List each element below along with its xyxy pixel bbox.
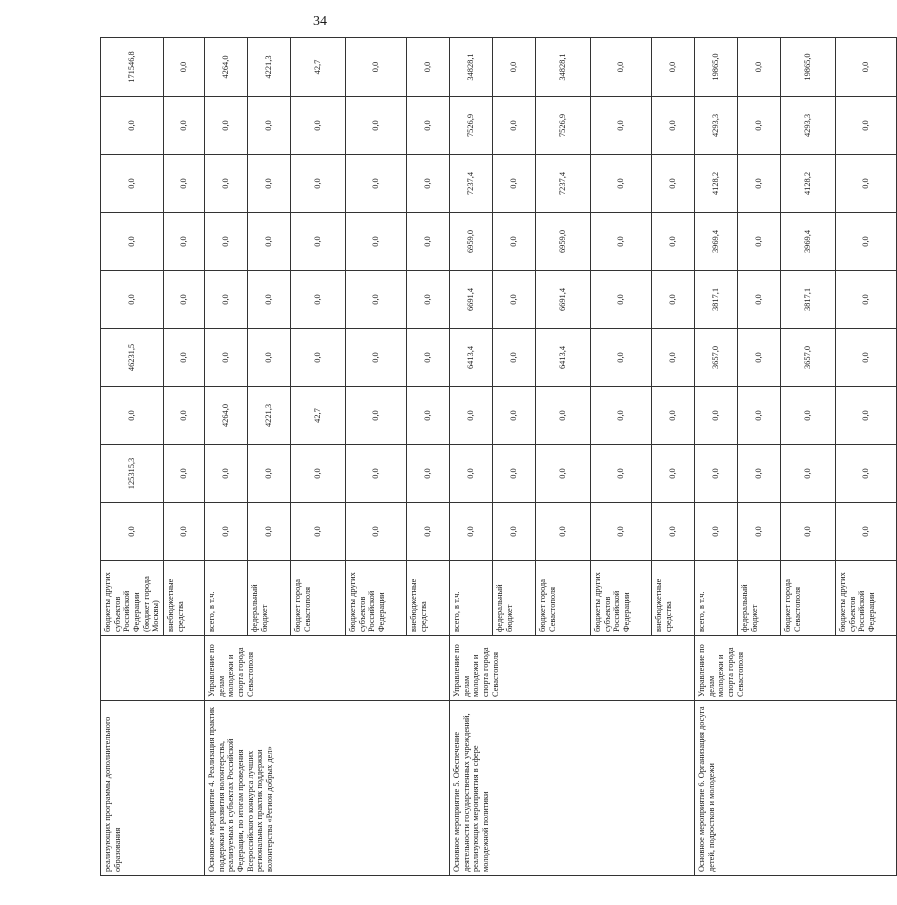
value-cell: 0,0: [737, 38, 780, 97]
value-cell: 0,0: [290, 329, 345, 387]
value-cell: 0,0: [163, 271, 204, 329]
value-cell: 0,0: [535, 387, 590, 445]
value-cell: 0,0: [345, 213, 406, 271]
value-cell: 6413,4: [535, 329, 590, 387]
value-cell: 0,0: [290, 155, 345, 213]
table-row: [204, 38, 247, 876]
value-cell: 3969,4: [694, 213, 737, 271]
value-cell: 0,0: [406, 155, 449, 213]
value-cell: 0,0: [651, 503, 694, 561]
value-cell: 0,0: [247, 271, 290, 329]
value-cell: 4264,0: [204, 387, 247, 445]
value-cell: 0,0: [345, 329, 406, 387]
value-cell: 0,0: [651, 387, 694, 445]
value-cell: 0,0: [345, 445, 406, 503]
table-row: [101, 38, 164, 876]
value-cell: 4128,2: [780, 155, 835, 213]
value-cell: 0,0: [590, 155, 651, 213]
value-cell: 0,0: [780, 445, 835, 503]
value-cell: 0,0: [449, 387, 492, 445]
value-cell: 0,0: [835, 271, 896, 329]
value-cell: 0,0: [590, 503, 651, 561]
value-cell: 0,0: [345, 38, 406, 97]
value-cell: 6959,0: [449, 213, 492, 271]
funding-source-cell: бюджеты других субъектов Российской Федерации: [835, 561, 896, 636]
value-cell: 0,0: [345, 155, 406, 213]
event-cell: реализующих программы дополнительного образования: [101, 701, 205, 876]
value-cell: 0,0: [101, 155, 164, 213]
value-cell: 0,0: [345, 271, 406, 329]
funding-source-cell: бюджеты других субъектов Российской Федерации (бюджет города Москвы): [101, 561, 164, 636]
funding-source-cell: федеральный бюджет: [492, 561, 535, 636]
value-cell: 0,0: [835, 155, 896, 213]
value-cell: 0,0: [694, 445, 737, 503]
funding-source-cell: всего, в т.ч.: [694, 561, 737, 636]
value-cell: 42,7: [290, 38, 345, 97]
table-row: [694, 38, 737, 876]
value-cell: 0,0: [163, 155, 204, 213]
value-cell: 3817,1: [694, 271, 737, 329]
executor-cell: Управление по делам молодежи и спорта города Севастополя: [204, 636, 449, 701]
funding-source-cell: бюджет города Севастополя: [290, 561, 345, 636]
value-cell: 0,0: [694, 387, 737, 445]
funding-source-cell: всего, в т.ч.: [449, 561, 492, 636]
value-cell: 3657,0: [780, 329, 835, 387]
event-cell: Основное мероприятие 6. Организация досуга детей, подростков и молодежи: [694, 701, 896, 876]
value-cell: 19865,0: [780, 38, 835, 97]
value-cell: 0,0: [204, 271, 247, 329]
value-cell: 4128,2: [694, 155, 737, 213]
value-cell: 3969,4: [780, 213, 835, 271]
value-cell: 6413,4: [449, 329, 492, 387]
value-cell: 0,0: [163, 213, 204, 271]
value-cell: 0,0: [737, 503, 780, 561]
value-cell: 0,0: [406, 213, 449, 271]
value-cell: 0,0: [590, 38, 651, 97]
value-cell: 0,0: [101, 503, 164, 561]
table-row: [449, 38, 492, 876]
value-cell: 0,0: [694, 503, 737, 561]
value-cell: 46231,5: [101, 329, 164, 387]
value-cell: 0,0: [780, 503, 835, 561]
value-cell: 0,0: [492, 97, 535, 155]
value-cell: 7237,4: [535, 155, 590, 213]
value-cell: 0,0: [590, 97, 651, 155]
value-cell: 0,0: [204, 155, 247, 213]
value-cell: 0,0: [737, 271, 780, 329]
funding-source-cell: внебюджетные средства: [406, 561, 449, 636]
event-cell: Основное мероприятие 5. Обеспечение деятельности государственных учреждений, реализующих мероприятия в сфере молодежной политики: [449, 701, 694, 876]
value-cell: 4221,3: [247, 387, 290, 445]
value-cell: 125315,3: [101, 445, 164, 503]
value-cell: 4293,3: [780, 97, 835, 155]
funding-source-cell: бюджеты других субъектов Российской Федерации: [345, 561, 406, 636]
value-cell: 0,0: [290, 445, 345, 503]
value-cell: 0,0: [651, 329, 694, 387]
value-cell: 4264,0: [204, 38, 247, 97]
value-cell: 0,0: [835, 38, 896, 97]
value-cell: 0,0: [492, 155, 535, 213]
value-cell: 0,0: [163, 97, 204, 155]
funding-source-cell: федеральный бюджет: [737, 561, 780, 636]
value-cell: 0,0: [737, 329, 780, 387]
event-cell: Основное мероприятие 4. Реализация практик поддержки и развития волонтерства, реализуемых в субъектах Российской Федерации, по итогам проведения Всероссийского конкурса лучших региональных практик поддержки волонтерства «Регион добрых дел»: [204, 701, 449, 876]
value-cell: 0,0: [247, 503, 290, 561]
executor-cell: Управление по делам молодежи и спорта города Севастополя: [449, 636, 694, 701]
value-cell: 7237,4: [449, 155, 492, 213]
value-cell: 0,0: [345, 503, 406, 561]
value-cell: 0,0: [406, 329, 449, 387]
value-cell: 0,0: [590, 329, 651, 387]
value-cell: 0,0: [345, 387, 406, 445]
value-cell: 0,0: [204, 213, 247, 271]
value-cell: 0,0: [101, 213, 164, 271]
value-cell: 0,0: [345, 97, 406, 155]
value-cell: 6959,0: [535, 213, 590, 271]
page-number: 34: [313, 14, 327, 29]
value-cell: 0,0: [247, 213, 290, 271]
value-cell: 0,0: [449, 503, 492, 561]
value-cell: 0,0: [204, 503, 247, 561]
value-cell: 0,0: [835, 213, 896, 271]
value-cell: 0,0: [406, 271, 449, 329]
value-cell: 0,0: [492, 503, 535, 561]
value-cell: 0,0: [247, 97, 290, 155]
value-cell: 0,0: [835, 445, 896, 503]
value-cell: 0,0: [651, 271, 694, 329]
value-cell: 7526,9: [535, 97, 590, 155]
value-cell: 0,0: [163, 329, 204, 387]
value-cell: 0,0: [651, 445, 694, 503]
value-cell: 0,0: [492, 445, 535, 503]
value-cell: 0,0: [247, 155, 290, 213]
value-cell: 0,0: [406, 38, 449, 97]
value-cell: 42,7: [290, 387, 345, 445]
value-cell: 0,0: [247, 445, 290, 503]
funding-source-cell: бюджет города Севастополя: [535, 561, 590, 636]
value-cell: 0,0: [290, 271, 345, 329]
value-cell: 0,0: [590, 445, 651, 503]
value-cell: 0,0: [651, 155, 694, 213]
value-cell: 0,0: [535, 445, 590, 503]
value-cell: 0,0: [101, 271, 164, 329]
value-cell: 0,0: [737, 445, 780, 503]
value-cell: 0,0: [651, 38, 694, 97]
value-cell: 0,0: [492, 271, 535, 329]
value-cell: 0,0: [651, 97, 694, 155]
value-cell: 0,0: [835, 329, 896, 387]
value-cell: 0,0: [492, 329, 535, 387]
value-cell: 0,0: [737, 97, 780, 155]
value-cell: 0,0: [406, 387, 449, 445]
rotated-table: [100, 38, 876, 876]
value-cell: 0,0: [835, 387, 896, 445]
value-cell: 0,0: [204, 445, 247, 503]
funding-source-cell: внебюджетные средства: [163, 561, 204, 636]
value-cell: 3657,0: [694, 329, 737, 387]
value-cell: 19865,0: [694, 38, 737, 97]
funding-source-cell: бюджет города Севастополя: [780, 561, 835, 636]
table-body: [101, 38, 897, 876]
value-cell: 0,0: [492, 213, 535, 271]
value-cell: 34828,1: [535, 38, 590, 97]
value-cell: 4293,3: [694, 97, 737, 155]
value-cell: 0,0: [204, 97, 247, 155]
funding-source-cell: внебюджетные средства: [651, 561, 694, 636]
value-cell: 0,0: [247, 329, 290, 387]
value-cell: 0,0: [737, 213, 780, 271]
value-cell: 4221,3: [247, 38, 290, 97]
value-cell: 0,0: [406, 97, 449, 155]
value-cell: 3817,1: [780, 271, 835, 329]
value-cell: 0,0: [101, 97, 164, 155]
value-cell: 0,0: [590, 271, 651, 329]
value-cell: 0,0: [449, 445, 492, 503]
value-cell: 0,0: [780, 387, 835, 445]
executor-cell: Управление по делам молодежи и спорта города Севастополя: [694, 636, 896, 701]
value-cell: 0,0: [492, 38, 535, 97]
value-cell: 0,0: [406, 503, 449, 561]
value-cell: 0,0: [737, 155, 780, 213]
value-cell: 0,0: [406, 445, 449, 503]
value-cell: 171546,8: [101, 38, 164, 97]
value-cell: 0,0: [590, 387, 651, 445]
value-cell: 0,0: [290, 503, 345, 561]
value-cell: 6691,4: [535, 271, 590, 329]
value-cell: 0,0: [163, 503, 204, 561]
funding-source-cell: всего, в т.ч.: [204, 561, 247, 636]
funding-source-cell: бюджеты других субъектов Российской Федерации: [590, 561, 651, 636]
value-cell: 0,0: [101, 387, 164, 445]
value-cell: 0,0: [290, 97, 345, 155]
value-cell: 0,0: [535, 503, 590, 561]
value-cell: 0,0: [492, 387, 535, 445]
value-cell: 0,0: [835, 503, 896, 561]
value-cell: 6691,4: [449, 271, 492, 329]
value-cell: 34828,1: [449, 38, 492, 97]
value-cell: 0,0: [163, 38, 204, 97]
value-cell: 0,0: [163, 387, 204, 445]
value-cell: 0,0: [590, 213, 651, 271]
rotated-table-frame: [100, 38, 876, 876]
value-cell: 7526,9: [449, 97, 492, 155]
value-cell: 0,0: [651, 213, 694, 271]
executor-cell: [101, 636, 205, 701]
value-cell: 0,0: [737, 387, 780, 445]
value-cell: 0,0: [163, 445, 204, 503]
value-cell: 0,0: [290, 213, 345, 271]
budget-table: [100, 37, 897, 876]
value-cell: 0,0: [204, 329, 247, 387]
value-cell: 0,0: [835, 97, 896, 155]
funding-source-cell: федеральный бюджет: [247, 561, 290, 636]
